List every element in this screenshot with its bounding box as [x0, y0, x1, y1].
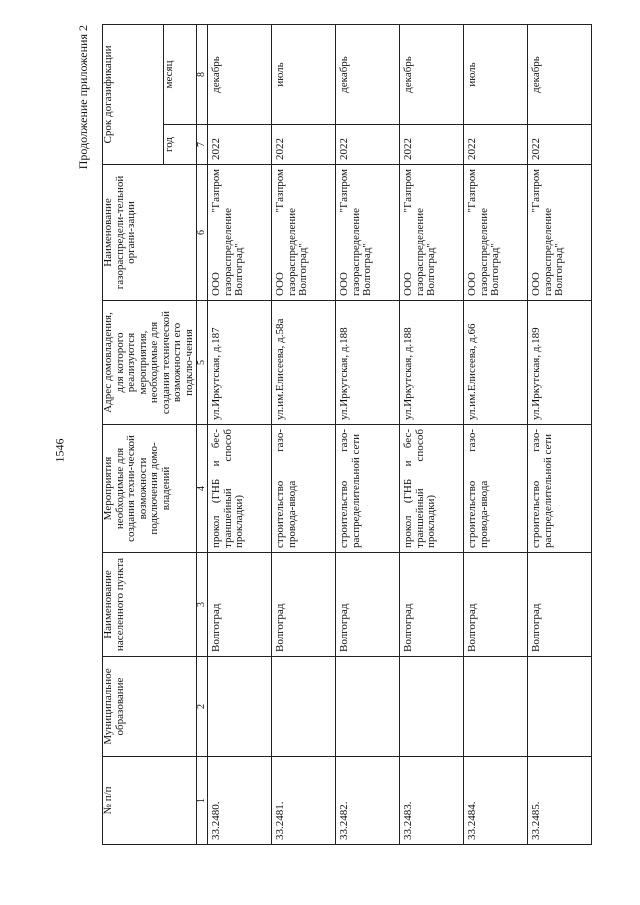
column-number: 8: [197, 24, 208, 124]
row-measure: строительство газо-распределительной сети: [528, 425, 592, 553]
row-organization: ООО "Газпром газораспределение Волгоград": [208, 165, 272, 301]
row-address: ул.Иркутская, д.189: [528, 301, 592, 425]
row-month: июль: [464, 24, 528, 124]
row-organization: ООО "Газпром газораспределение Волгоград": [528, 165, 592, 301]
row-number: 33.2485.: [528, 757, 592, 845]
column-number: 6: [197, 165, 208, 301]
header-term: Срок догазификации: [103, 24, 164, 164]
table-row: [528, 24, 592, 844]
row-year: 2022: [400, 125, 464, 165]
row-settlement: Волгоград: [336, 553, 400, 657]
row-address: ул.Иркутская, д.188: [400, 301, 464, 425]
row-number: 33.2481.: [272, 757, 336, 845]
row-municipality: [336, 657, 400, 757]
row-settlement: Волгоград: [208, 553, 272, 657]
row-number: 33.2480.: [208, 757, 272, 845]
row-municipality: [208, 657, 272, 757]
row-month: декабрь: [400, 24, 464, 124]
row-year: 2022: [528, 125, 592, 165]
row-settlement: Волгоград: [272, 553, 336, 657]
header-num: № п/п: [103, 757, 197, 845]
row-address: ул.им.Елисеева, д.66: [464, 301, 528, 425]
row-number: 33.2483.: [400, 757, 464, 845]
row-settlement: Волгоград: [528, 553, 592, 657]
header-settlement: Наименование населенного пункта: [103, 553, 197, 657]
row-measure: строительство газо-провода-ввода: [272, 425, 336, 553]
row-organization: ООО "Газпром газораспределение Волгоград": [400, 165, 464, 301]
row-year: 2022: [464, 125, 528, 165]
gasification-table: [102, 24, 592, 845]
row-year: 2022: [272, 125, 336, 165]
row-organization: ООО "Газпром газораспределение Волгоград": [464, 165, 528, 301]
row-year: 2022: [208, 125, 272, 165]
table-row: [272, 24, 336, 844]
table-row: [208, 24, 272, 844]
row-organization: ООО "Газпром газораспределение Волгоград": [272, 165, 336, 301]
row-settlement: Волгоград: [464, 553, 528, 657]
column-number: 4: [197, 425, 208, 553]
table-row: [464, 24, 528, 844]
page-number: 1546: [52, 438, 67, 463]
row-municipality: [272, 657, 336, 757]
row-address: ул.им.Елисеева, д.58а: [272, 301, 336, 425]
row-month: декабрь: [208, 24, 272, 124]
row-number: 33.2482.: [336, 757, 400, 845]
rotated-page-content: [76, 25, 616, 845]
row-measure: строительство газо-провода-ввода: [464, 425, 528, 553]
header-municipality: Муниципальное образование: [103, 657, 197, 757]
row-number: 33.2484.: [464, 757, 528, 845]
column-number: 2: [197, 657, 208, 757]
row-address: ул.Иркутская, д.187: [208, 301, 272, 425]
header-month: месяц: [164, 24, 197, 124]
row-month: декабрь: [336, 24, 400, 124]
row-month: июль: [272, 24, 336, 124]
row-year: 2022: [336, 125, 400, 165]
continuation-title: Продолжение приложения 2: [76, 25, 90, 170]
row-organization: ООО "Газпром газораспределение Волгоград": [336, 165, 400, 301]
row-municipality: [400, 657, 464, 757]
column-number: 7: [197, 125, 208, 165]
table-row: [400, 24, 464, 844]
row-address: ул.Иркутская, д.188: [336, 301, 400, 425]
row-measure: прокол (ГНБ и бес-траншейный способ прокладки): [400, 425, 464, 553]
row-municipality: [528, 657, 592, 757]
header-address: Адрес домовладения, для которого реализуются мероприятия, необходимые для создания технической возможности его подклю-чения: [103, 301, 197, 425]
table-row: [336, 24, 400, 844]
row-measure: прокол (ГНБ и бес-траншейный способ прокладки): [208, 425, 272, 553]
row-month: декабрь: [528, 24, 592, 124]
row-municipality: [464, 657, 528, 757]
header-measures: Мероприятия необходимые для создания техни-ческой возможности подключения домо-владений: [103, 425, 197, 553]
row-measure: строительство газо-распределительной сети: [336, 425, 400, 553]
header-organization: Наименование газораспредели-тельной органи-зации: [103, 165, 197, 301]
header-year: год: [164, 125, 197, 165]
row-settlement: Волгоград: [400, 553, 464, 657]
column-number: 5: [197, 301, 208, 425]
column-number: 1: [197, 757, 208, 845]
column-number: 3: [197, 553, 208, 657]
